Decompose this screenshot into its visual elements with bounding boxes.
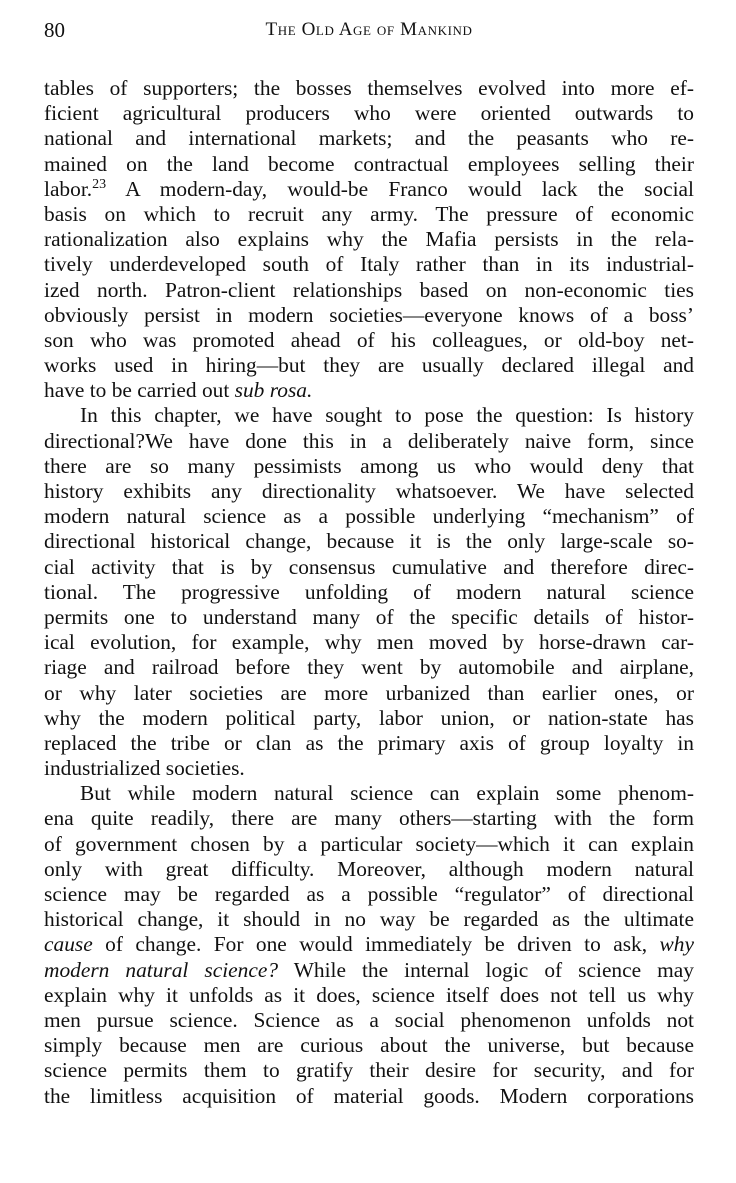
text-segment: men pursue science. Science as a social phenomenon unfolds not (44, 1007, 694, 1032)
text-segment: industrialized societies. (44, 756, 245, 781)
running-head (44, 16, 694, 44)
text-line (44, 529, 694, 554)
text-segment: modern natural science as a possible underlying “mechanism” of (44, 504, 694, 529)
text-line (44, 655, 694, 680)
text-segment: tively underdeveloped south of Italy rather than in its industrial- (44, 252, 694, 277)
text-segment: mained on the land become contractual employees selling their (44, 151, 694, 176)
text-line (44, 252, 694, 277)
text-segment: have to be carried out (44, 378, 235, 403)
text-line (44, 429, 694, 454)
text-line (44, 806, 694, 831)
body-text (44, 76, 694, 1109)
text-segment: son who was promoted ahead of his colleagues, or old-boy net- (44, 327, 694, 352)
text-line (44, 403, 694, 428)
text-line (44, 832, 694, 857)
text-line (44, 152, 694, 177)
text-segment: labor. (44, 176, 93, 201)
text-segment: ficient agricultural producers who were oriented outwards to (44, 101, 694, 126)
text-line (44, 101, 694, 126)
text-segment: cial activity that is by consensus cumulative and therefore direc- (44, 554, 694, 579)
text-segment: simply because men are curious about the universe, but because (44, 1033, 694, 1058)
text-line (44, 958, 694, 983)
text-line (44, 681, 694, 706)
text-line (44, 605, 694, 630)
text-line (44, 202, 694, 227)
text-segment: explain why it unfolds as it does, science itself does not tell us why (44, 982, 694, 1007)
text-line (44, 454, 694, 479)
text-segment: tional. The progressive unfolding of modern natural science (44, 579, 694, 604)
text-segment: replaced the tribe or clan as the primary axis of group loyalty in (44, 730, 694, 755)
text-line (44, 932, 694, 957)
text-segment: of government chosen by a particular society—which it can explain (44, 831, 694, 856)
text-segment: why the modern political party, labor union, or nation-state has (44, 705, 694, 730)
text-line (44, 756, 694, 781)
text-segment: ized north. Patron-client relationships based on non-economic ties (44, 277, 694, 302)
text-line (44, 303, 694, 328)
text-line (44, 580, 694, 605)
running-title: The Old Age of Mankind (265, 19, 473, 40)
text-line (44, 1084, 694, 1109)
text-segment: there are so many pessimists among us who would deny that (44, 453, 694, 478)
text-line (44, 504, 694, 529)
text-segment: basis on which to recruit any army. The pressure of economic (44, 201, 694, 226)
text-segment: permits one to understand many of the specific details of histor- (44, 604, 694, 629)
text-segment: While the internal logic of science may (278, 957, 694, 982)
text-segment: only with great difficulty. Moreover, although modern natural (44, 856, 694, 881)
text-segment: national and international markets; and the peasants who re- (44, 126, 694, 151)
text-line (44, 479, 694, 504)
text-segment: directional historical change, because it is the only large-scale so- (44, 529, 694, 554)
text-line (44, 227, 694, 252)
text-line (44, 76, 694, 101)
text-segment: directional?We have done this in a deliberately naive form, since (44, 428, 694, 453)
text-segment: obviously persist in modern societies—everyone knows of a boss’ (44, 302, 694, 327)
text-segment: history exhibits any directionality whatsoever. We have selected (44, 479, 694, 503)
text-segment: of change. For one would immediately be driven to ask, (92, 932, 660, 957)
text-line (44, 328, 694, 353)
text-line (44, 706, 694, 731)
italic-text: modern natural science? (44, 957, 279, 982)
text-segment: or why later societies are more urbanized than earlier ones, or (44, 680, 694, 705)
text-line (44, 983, 694, 1008)
text-line (44, 882, 694, 907)
text-line (44, 126, 694, 151)
text-line (44, 1058, 694, 1083)
text-segment: But while modern natural science can explain some phenom- (80, 781, 694, 806)
text-segment: tables of supporters; the bosses themselves evolved into more ef- (44, 76, 694, 100)
text-segment: works used in hiring—but they are usually declared illegal and (44, 353, 694, 378)
footnote-marker: 23 (92, 176, 107, 192)
text-line (44, 630, 694, 655)
text-line (44, 378, 694, 403)
text-line (44, 781, 694, 806)
text-line (44, 857, 694, 882)
text-line (44, 177, 694, 202)
text-segment: science may be regarded as a possible “regulator” of directional (44, 882, 694, 906)
italic-text: cause (44, 932, 93, 957)
text-line (44, 353, 694, 378)
text-segment: rationalization also explains why the Mafia persists in the rela- (44, 227, 694, 252)
text-line (44, 731, 694, 756)
text-line (44, 1033, 694, 1058)
text-segment: riage and railroad before they went by automobile and airplane, (44, 655, 694, 680)
text-segment: A modern-day, would-be Franco would lack the social (106, 176, 694, 201)
text-segment: In this chapter, we have sought to pose the question: Is history (80, 403, 694, 428)
italic-text: sub rosa. (234, 378, 313, 403)
text-line (44, 278, 694, 303)
text-segment: ena quite readily, there are many others—starting with the form (44, 806, 694, 831)
text-line (44, 907, 694, 932)
italic-text: why (659, 932, 694, 957)
text-segment: science permits them to gratify their desire for security, and for (44, 1058, 694, 1083)
text-line (44, 555, 694, 580)
page-number: 80 (44, 18, 65, 42)
text-segment: historical change, it should in no way be regarded as the ultimate (44, 907, 694, 932)
text-segment: ical evolution, for example, why men moved by horse-drawn car- (44, 630, 694, 655)
text-line (44, 1008, 694, 1033)
text-segment: the limitless acquisition of material goods. Modern corporations (44, 1083, 694, 1108)
